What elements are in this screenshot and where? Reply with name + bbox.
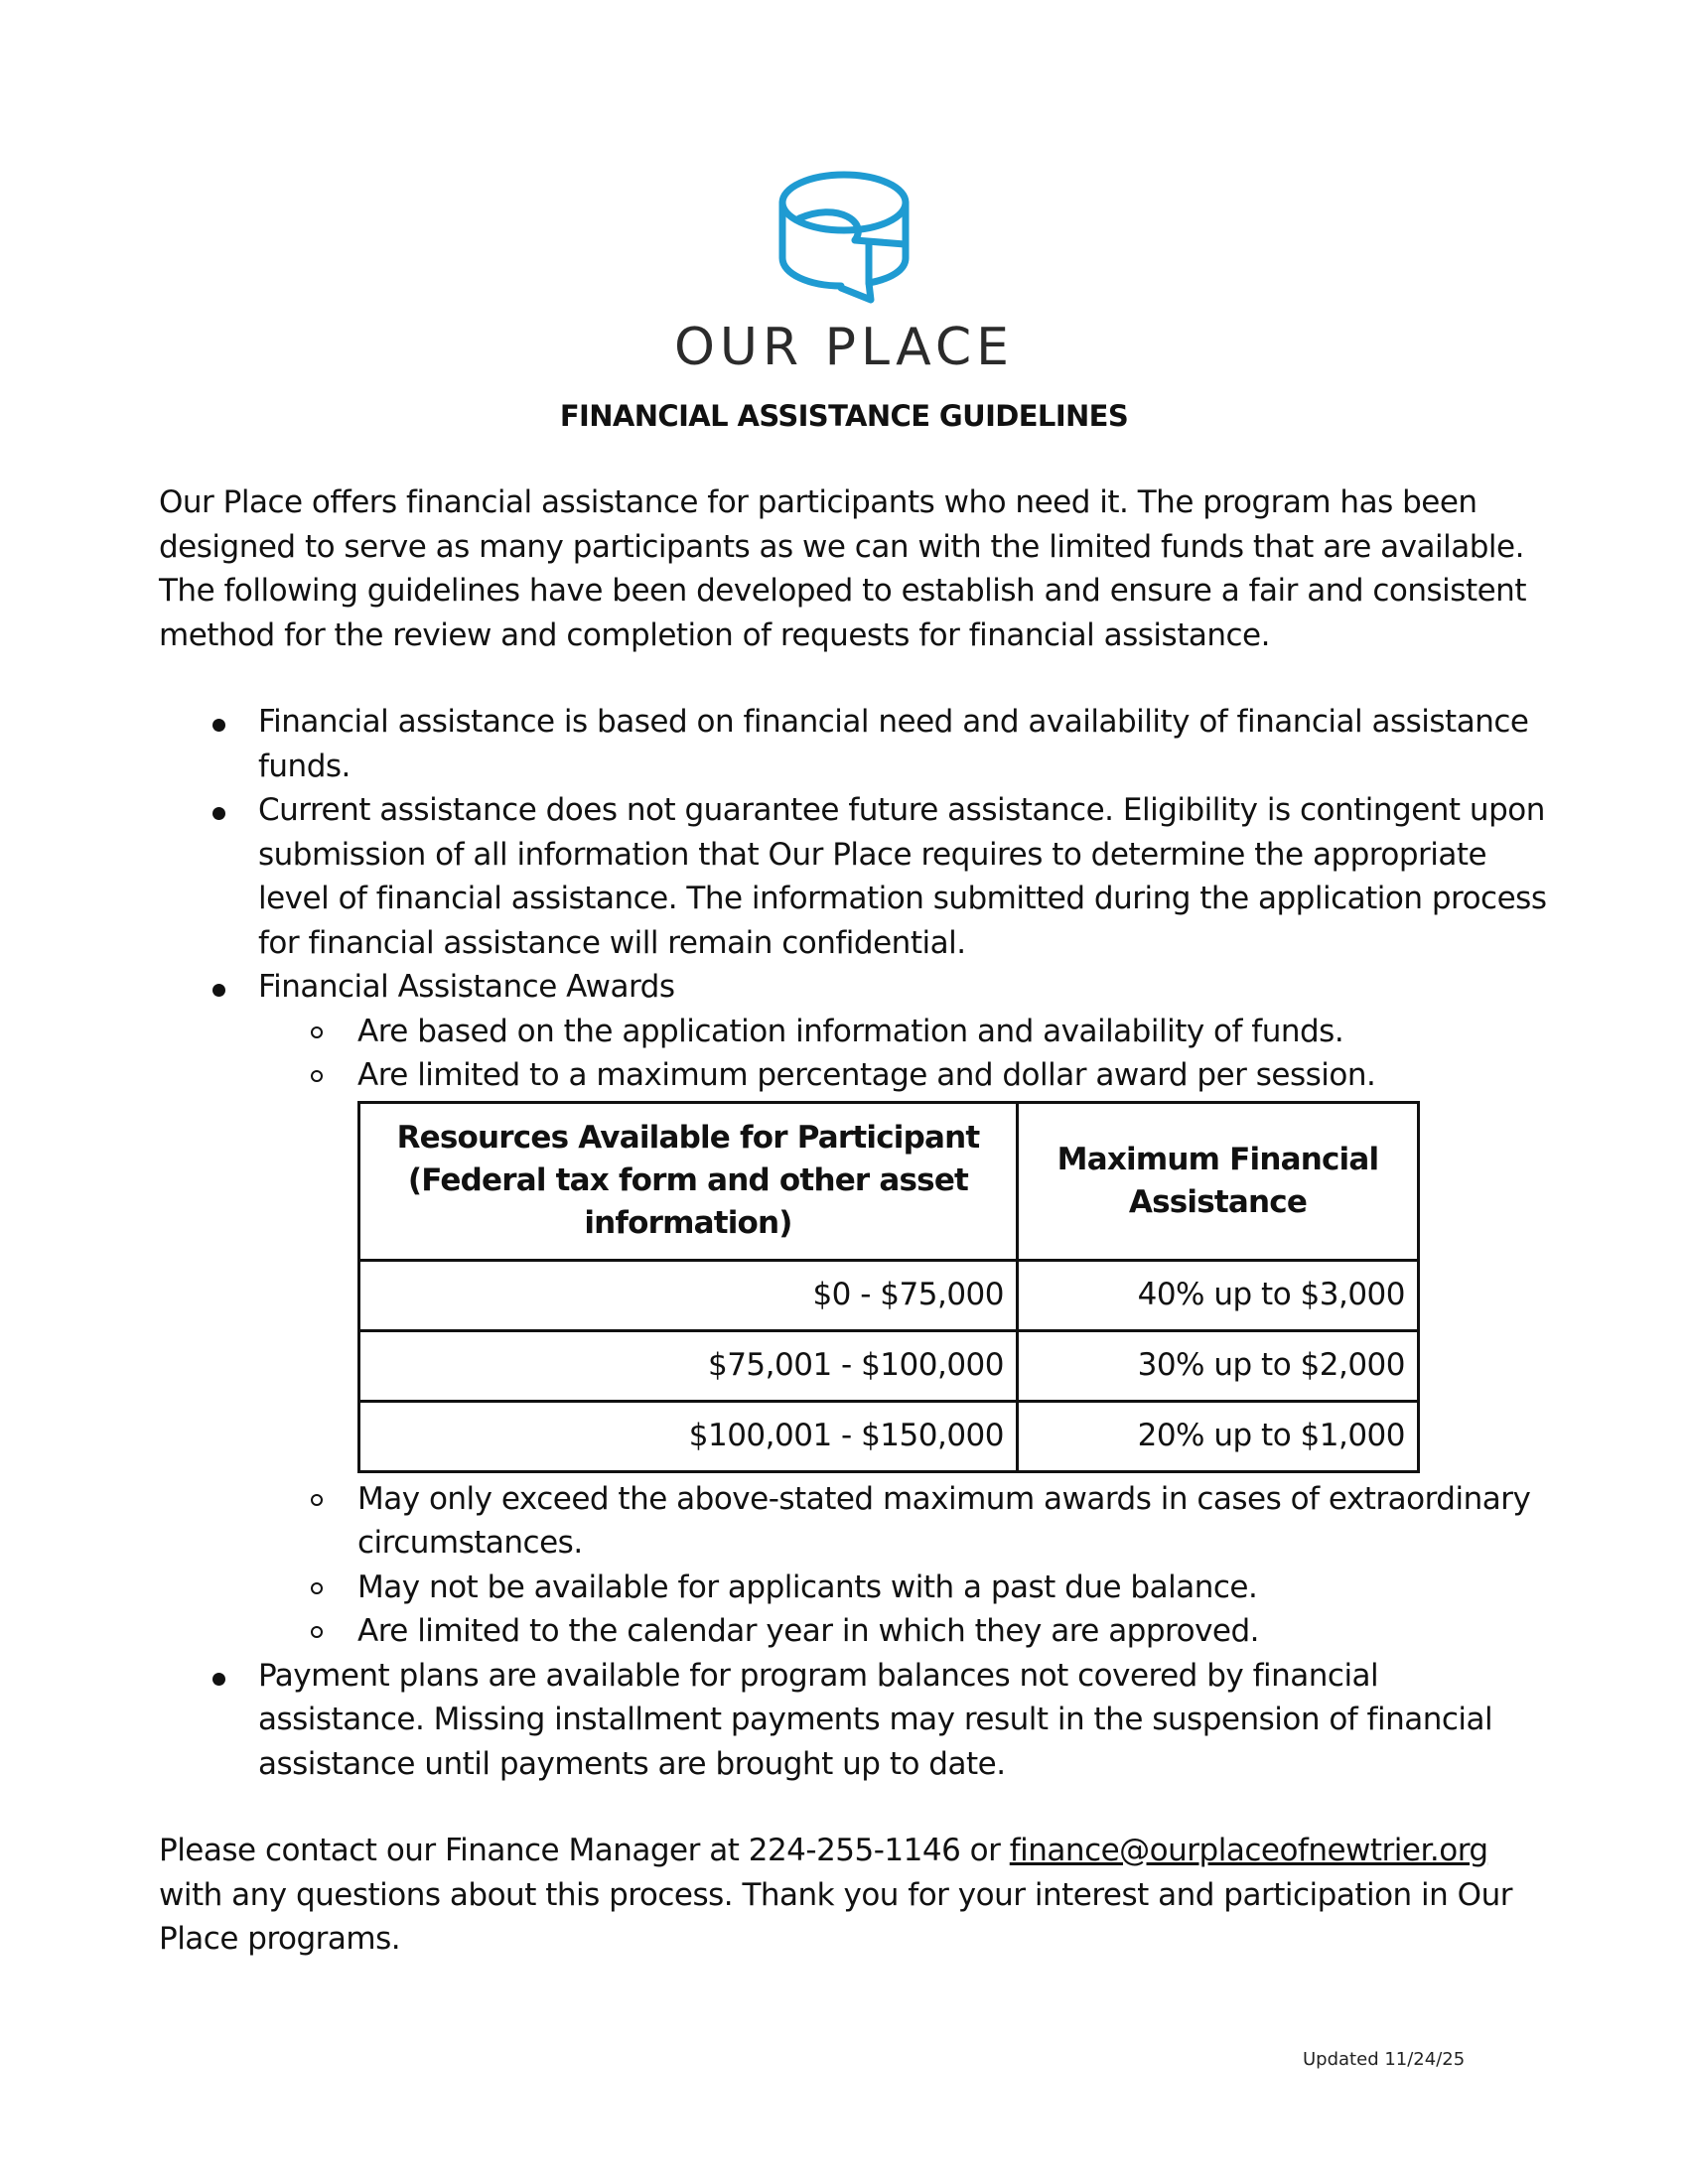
document-body [159,480,1549,1962]
table-row [359,1330,1419,1401]
sub-list-item [258,1609,1549,1654]
sub-list-item [258,1566,1549,1610]
table-cell-resources: $75,001 - $100,000 [359,1330,1018,1401]
bullet-icon [212,1673,225,1686]
sub-list-item [258,1053,1549,1473]
sub-bullet-text: May not be available for applicants with a past due balance. [357,1569,1258,1605]
sub-bullet-text: Are limited to a maximum percentage and dollar award per session. [357,1057,1376,1093]
table-row [359,1260,1419,1330]
sub-list-item [258,1010,1549,1054]
bullet-text: Payment plans are available for program balances not covered by financial assistance. Missing installment payments may result in the suspension of financial assistance until payments are brought up to date. [258,1657,1493,1782]
sub-list-item [258,1477,1549,1566]
sub-bullet-icon [311,1626,323,1638]
sub-bullet-text: Are limited to the calendar year in which they are approved. [357,1613,1260,1649]
table-cell-resources: $100,001 - $150,000 [359,1401,1018,1471]
closing-text-start: Please contact our Finance Manager at 224-255-1146 or [159,1833,1010,1868]
closing-text-end: with any questions about this process. Thank you for your interest and participation in Our Place programs. [159,1876,1512,1957]
bullet-icon [212,807,225,820]
table-header-resources: Resources Available for Participant (Federal tax form and other asset information) [359,1102,1018,1260]
bullet-icon [212,719,225,732]
sub-bullet-text: May only exceed the above-stated maximum awards in cases of extraordinary circumstances. [357,1480,1531,1561]
guidelines-list [159,700,1549,1786]
table-header-row [359,1102,1419,1260]
intro-paragraph: Our Place offers financial assistance for participants who need it. The program has been designed to serve as many participants as we can with the limited funds that are available. The following guidelines have been developed to establish and ensure a fair and consistent method for the review and completion of requests for financial assistance. [159,484,1526,653]
bullet-icon [212,984,225,997]
sub-bullet-icon [311,1070,323,1082]
logo-name: OUR PLACE [674,318,1014,377]
closing-paragraph [159,1829,1549,1962]
list-item [159,788,1549,965]
bullet-text: Financial assistance is based on financial need and availability of financial assistance funds. [258,704,1529,784]
bullet-text: Current assistance does not guarantee future assistance. Eligibility is contingent upon submission of all information that Our Place requires to determine the appropriate level of financial assistance. The information submitted during the application process for financial assistance will remain confidential. [258,792,1547,961]
sub-bullet-icon [311,1026,323,1038]
assistance-table [357,1101,1420,1473]
updated-date: Updated 11/24/25 [1303,2049,1466,2070]
table-row [359,1401,1419,1471]
awards-sublist [258,1010,1549,1654]
sub-bullet-icon [311,1494,323,1506]
table-cell-resources: $0 - $75,000 [359,1260,1018,1330]
list-item [159,965,1549,1654]
table-cell-maximum: 40% up to $3,000 [1018,1260,1419,1330]
list-item [159,700,1549,788]
page-title: FINANCIAL ASSISTANCE GUIDELINES [559,399,1129,433]
table-cell-maximum: 30% up to $2,000 [1018,1330,1419,1401]
sub-bullet-text: Are based on the application information and availability of funds. [357,1013,1344,1049]
table-cell-maximum: 20% up to $1,000 [1018,1401,1419,1471]
finance-email-link[interactable]: finance@ourplaceofnewtrier.org [1009,1833,1488,1868]
logo [0,161,1688,377]
table-header-maximum: Maximum Financial Assistance [1018,1102,1419,1260]
bullet-text: Financial Assistance Awards [258,969,675,1005]
our-place-logo-icon [770,161,918,310]
sub-bullet-icon [311,1582,323,1594]
list-item [159,1654,1549,1787]
